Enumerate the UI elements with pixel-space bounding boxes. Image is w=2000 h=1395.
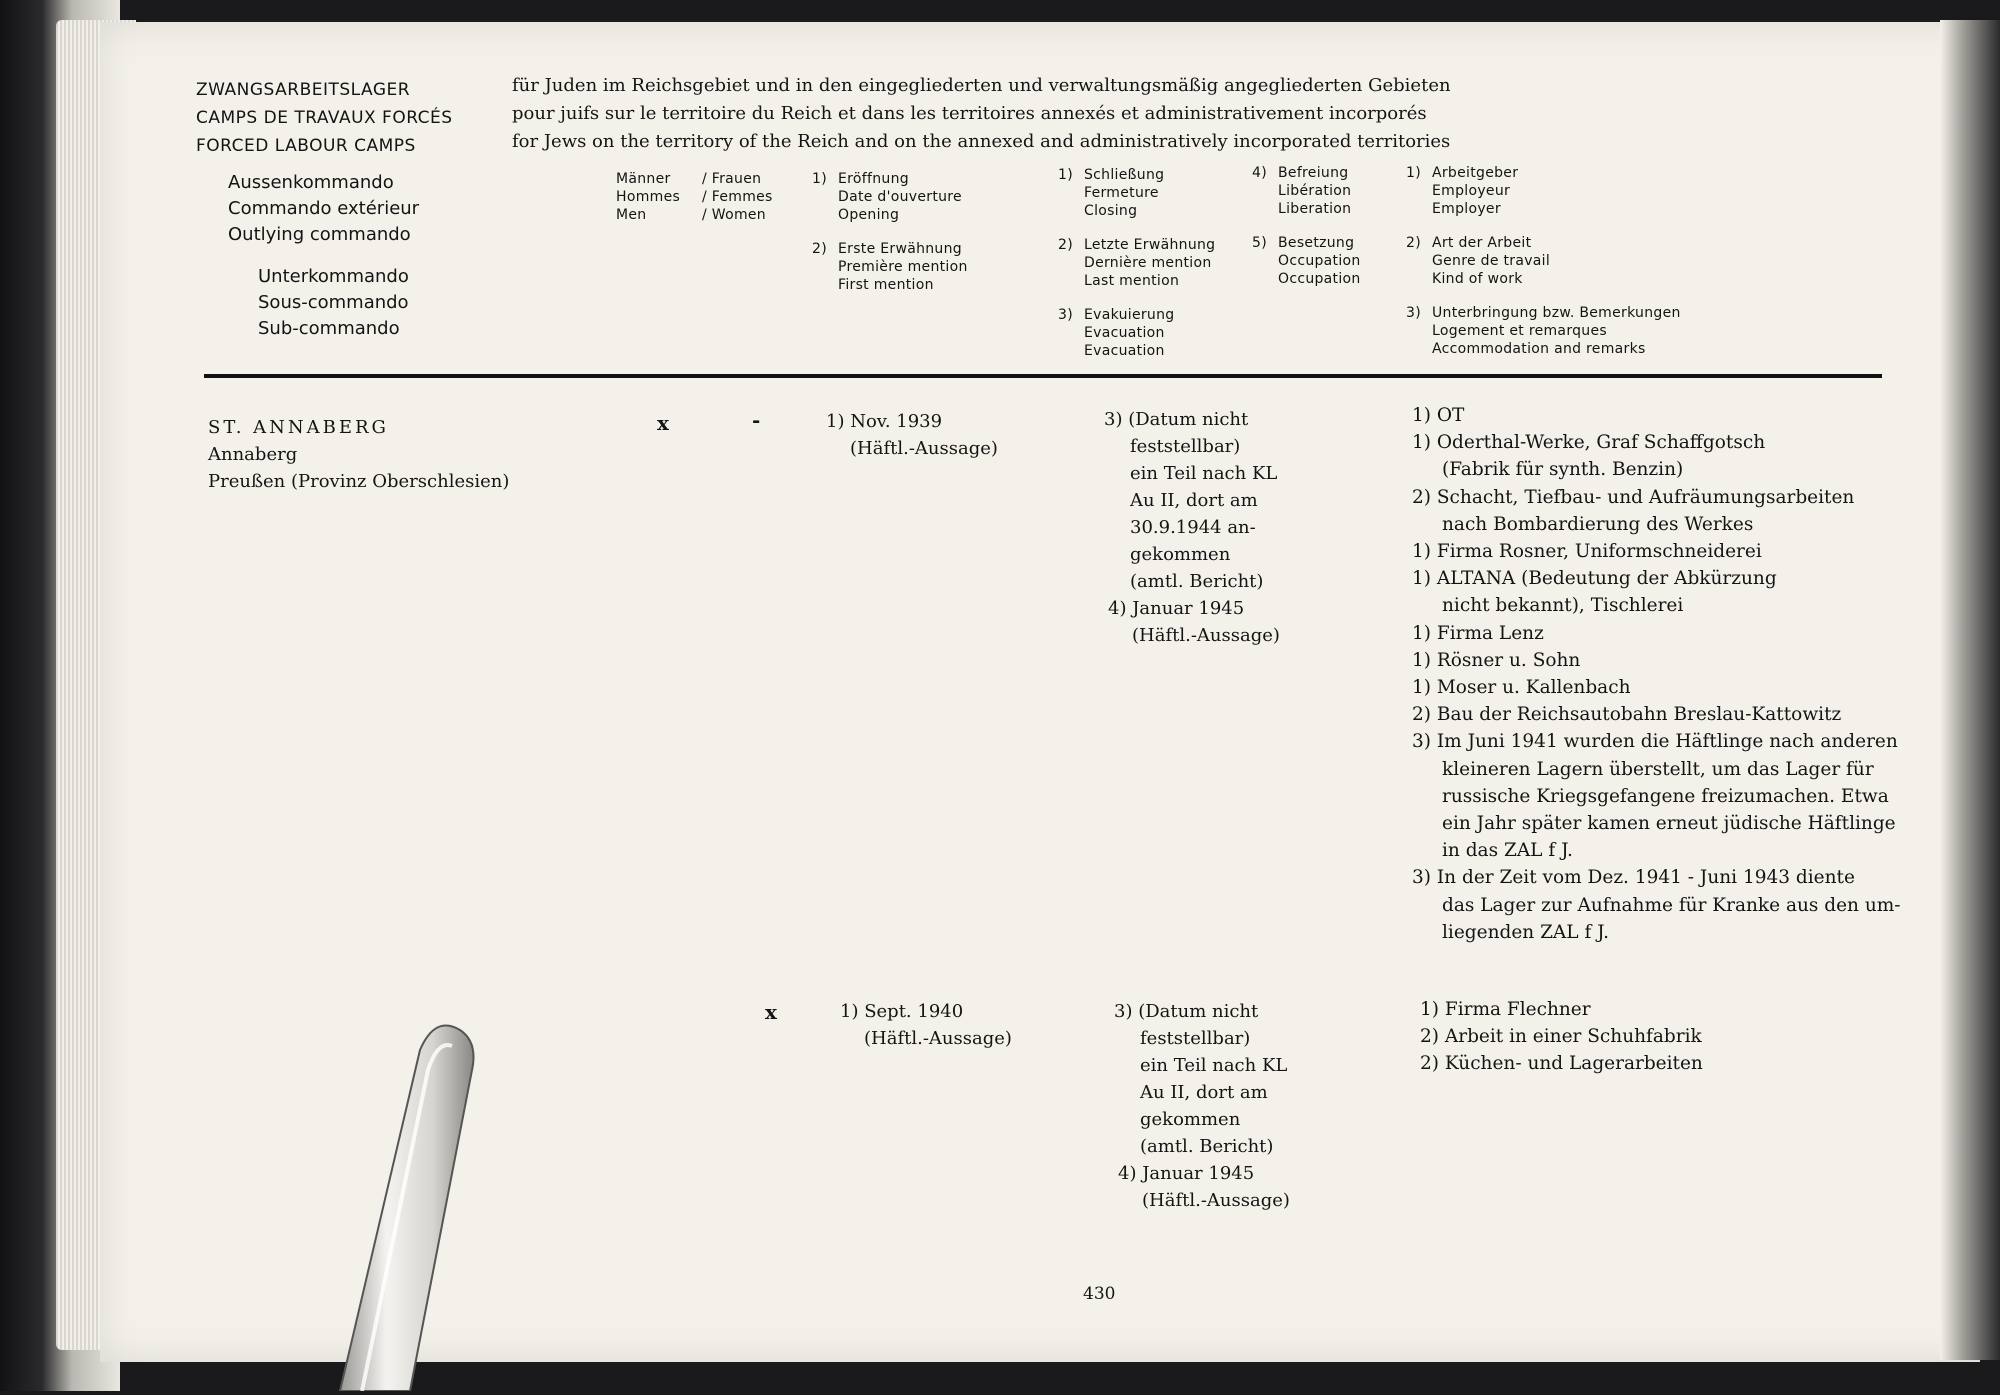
column-header-employer: 1) Arbeitgeber Employeur Employer 2) Art der Arbeit Genre de travail Kind of work 3) Unterbringung bzw. Bemerkungen Logement et remarques Accommodation and remarks <box>1406 165 1681 357</box>
remark-line: nicht bekannt), Tischlerei <box>1442 595 1684 617</box>
description-line-de: für Juden im Reichsgebiet und in den eingegliederten und verwaltungsmäßig angegliederten Gebieten <box>512 75 1451 96</box>
commando-fr: Commando extérieur <box>228 198 420 219</box>
remark-line: 3) Im Juni 1941 wurden die Häftlinge nach anderen <box>1412 731 1898 753</box>
entry-2-opening: 1) Sept. 1940 (Häftl.-Aussage) <box>840 1001 1012 1049</box>
remark-line: das Lager zur Aufnahme für Kranke aus den um- <box>1442 894 1901 916</box>
remark-line: 1) Moser u. Kallenbach <box>1412 677 1631 699</box>
remark-line: ein Jahr später kamen erneut jüdische Häftlinge <box>1442 813 1896 835</box>
remark-line: 2) Schacht, Tiefbau- und Aufräumungsarbeiten <box>1412 486 1855 508</box>
remark-line: 2) Arbeit in einer Schuhfabrik <box>1420 1026 1702 1048</box>
remark-line: 2) Küchen- und Lagerarbeiten <box>1420 1053 1703 1075</box>
remark-line: 1) Firma Lenz <box>1412 622 1544 644</box>
pen-icon <box>300 1010 480 1391</box>
subcommando-en: Sub-commando <box>258 318 400 339</box>
remark-line: (Fabrik für synth. Benzin) <box>1442 459 1684 481</box>
subcommando-de: Unterkommando <box>258 266 409 287</box>
entry-2-closing: 3) (Datum nicht feststellbar) ein Teil nach KL Au II, dort am gekommen (amtl. Bericht) 4) Januar 1945 (Häftl.-Aussage) <box>1114 1001 1290 1211</box>
remark-line: 3) In der Zeit vom Dez. 1941 - Juni 1943 diente <box>1412 867 1855 889</box>
entry-1-men-mark: x <box>657 411 669 435</box>
remark-line: 1) Oderthal-Werke, Graf Schaffgotsch <box>1412 432 1766 454</box>
column-header-opening: 1) Eröffnung Date d'ouverture Opening 2) Erste Erwähnung Première mention First mention <box>812 171 968 293</box>
entry-1-location <box>208 414 509 495</box>
remark-line: kleineren Lagern überstellt, um das Lager für <box>1442 758 1874 780</box>
page-number: 430 <box>1083 1284 1116 1304</box>
column-header-men: Männer Hommes Men <box>616 171 681 223</box>
entry-1-province: Preußen (Provinz Oberschlesien) <box>208 471 510 492</box>
description-line-en: for Jews on the territory of the Reich and on the annexed and administratively incorporated territories <box>512 131 1451 152</box>
entry-1-opening: 1) Nov. 1939 (Häftl.-Aussage) <box>826 411 998 459</box>
remark-line: 1) Firma Flechner <box>1420 999 1591 1020</box>
remark-line: liegenden ZAL f J. <box>1442 921 1610 943</box>
subcommando-legend <box>258 264 409 342</box>
description-line-fr: pour juifs sur le territoire du Reich et dans les territoires annexés et administrativement incorporés <box>512 103 1427 124</box>
commando-legend <box>228 170 419 248</box>
remark-line: in das ZAL f J. <box>1442 840 1573 862</box>
header-divider-rule <box>204 374 1882 378</box>
column-header-closing: 1) Schließung Fermeture Closing 2) Letzte Erwähnung Dernière mention Last mention 3) Evakuierung Evacuation Evacuation <box>1058 167 1216 359</box>
entry-1-women-mark: - <box>752 408 761 432</box>
entry-1-name: ST. ANNABERG <box>208 417 389 438</box>
remark-line: 1) OT <box>1412 405 1465 426</box>
entry-1-subname: Annaberg <box>208 444 298 465</box>
title-line-en: FORCED LABOUR CAMPS <box>196 136 416 156</box>
remark-line: 1) ALTANA (Bedeutung der Abkürzung <box>1412 568 1777 590</box>
entry-2-remarks <box>1420 996 1703 1078</box>
commando-en: Outlying commando <box>228 224 411 245</box>
book-spine-shadow <box>1940 20 2000 1360</box>
remark-line: russische Kriegsgefangene freizumachen. Etwa <box>1442 785 1889 807</box>
column-header-liberation: 4) Befreiung Libération Liberation 5) Besetzung Occupation Occupation <box>1252 165 1361 287</box>
entry-2-men-mark: x <box>765 1000 777 1024</box>
title-line-de: ZWANGSARBEITSLAGER <box>196 80 411 100</box>
column-header-women: / Frauen / Femmes / Women <box>702 171 773 223</box>
subcommando-fr: Sous-commando <box>258 292 409 313</box>
header-description <box>512 72 1451 156</box>
bleed-through-right <box>1720 60 1940 320</box>
title-line-fr: CAMPS DE TRAVAUX FORCÉS <box>196 108 453 128</box>
remark-line: 1) Rösner u. Sohn <box>1412 649 1581 671</box>
entry-1-remarks <box>1412 402 1901 946</box>
entry-1-closing: 3) (Datum nicht feststellbar) ein Teil nach KL Au II, dort am 30.9.1944 an- gekommen (amtl. Bericht) 4) Januar 1945 (Häftl.-Aussage) <box>1104 409 1280 646</box>
remark-line: 1) Firma Rosner, Uniformschneiderei <box>1412 541 1762 563</box>
remark-line: nach Bombardierung des Werkes <box>1442 513 1754 535</box>
commando-de: Aussenkommando <box>228 172 394 193</box>
remark-line: 2) Bau der Reichsautobahn Breslau-Kattowitz <box>1412 704 1842 726</box>
pen-object <box>300 1010 480 1391</box>
header-title <box>196 76 453 160</box>
